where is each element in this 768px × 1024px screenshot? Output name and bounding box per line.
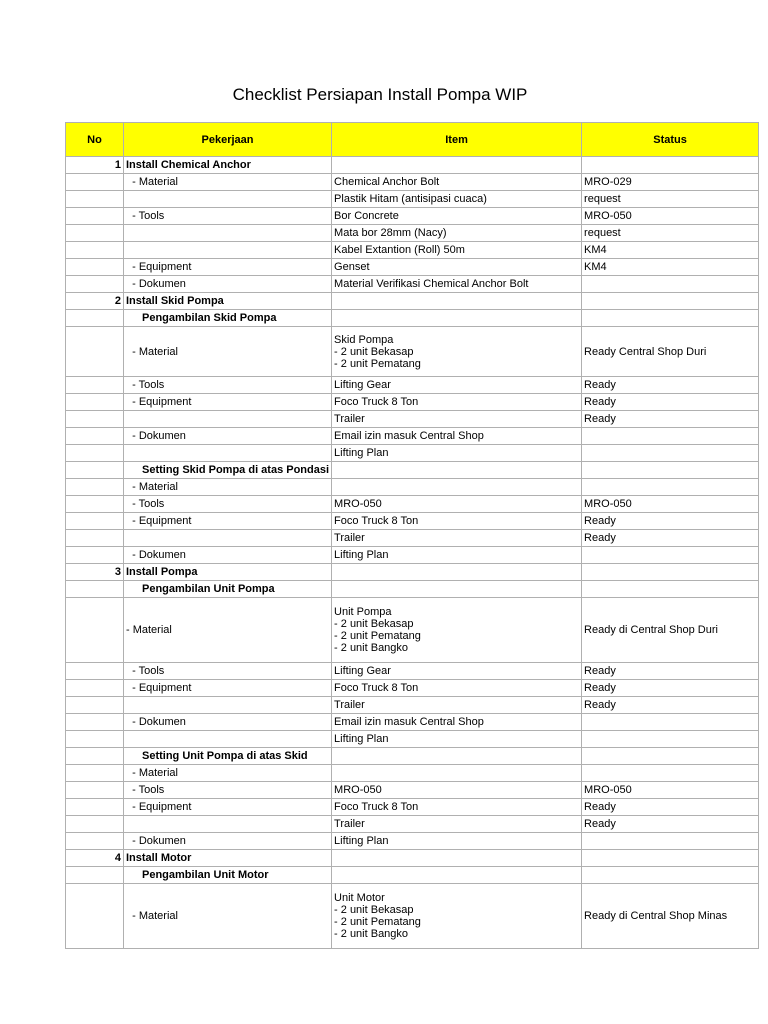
cell-no [66, 816, 124, 833]
cell-pekerjaan [124, 191, 332, 208]
cell-pekerjaan [124, 816, 332, 833]
cell-no [66, 191, 124, 208]
cell-status: KM4 [582, 259, 759, 276]
cell-status: Ready di Central Shop Minas [582, 884, 759, 949]
cell-status [582, 462, 759, 479]
cell-status [582, 157, 759, 174]
table-row [66, 327, 759, 377]
cell-no [66, 833, 124, 850]
table-row [66, 714, 759, 731]
cell-status [582, 276, 759, 293]
cell-pekerjaan: - Material [124, 479, 332, 496]
table-row [66, 598, 759, 663]
table-row [66, 884, 759, 949]
cell-no [66, 445, 124, 462]
cell-no: 4 [66, 850, 124, 867]
cell-status: Ready di Central Shop Duri [582, 598, 759, 663]
cell-status [582, 581, 759, 598]
cell-status [582, 765, 759, 782]
cell-status: MRO-050 [582, 496, 759, 513]
cell-pekerjaan: - Equipment [124, 680, 332, 697]
header-row [66, 123, 759, 157]
cell-no [66, 748, 124, 765]
cell-no [66, 581, 124, 598]
cell-pekerjaan: - Tools [124, 496, 332, 513]
cell-pekerjaan: - Tools [124, 208, 332, 225]
table-row [66, 850, 759, 867]
cell-pekerjaan: - Equipment [124, 513, 332, 530]
cell-item: Lifting Gear [332, 663, 582, 680]
cell-no [66, 496, 124, 513]
cell-status [582, 714, 759, 731]
cell-status: MRO-050 [582, 782, 759, 799]
cell-status: Ready [582, 530, 759, 547]
cell-status: Ready [582, 394, 759, 411]
table-row [66, 697, 759, 714]
table-row [66, 259, 759, 276]
table-row [66, 816, 759, 833]
cell-item [332, 293, 582, 310]
cell-status: KM4 [582, 242, 759, 259]
cell-pekerjaan: - Material [124, 598, 332, 663]
table-row [66, 731, 759, 748]
cell-pekerjaan: Install Skid Pompa [124, 293, 332, 310]
table-row [66, 513, 759, 530]
table-row [66, 547, 759, 564]
cell-item: Plastik Hitam (antisipasi cuaca) [332, 191, 582, 208]
cell-item: Foco Truck 8 Ton [332, 799, 582, 816]
cell-pekerjaan: - Equipment [124, 799, 332, 816]
cell-status: Ready [582, 663, 759, 680]
cell-no [66, 208, 124, 225]
cell-status: request [582, 191, 759, 208]
cell-status [582, 547, 759, 564]
table-row [66, 564, 759, 581]
cell-item: MRO-050 [332, 782, 582, 799]
cell-item: Kabel Extantion (Roll) 50m [332, 242, 582, 259]
cell-no [66, 799, 124, 816]
table-row [66, 411, 759, 428]
cell-no [66, 174, 124, 191]
cell-no [66, 242, 124, 259]
table-row [66, 799, 759, 816]
cell-item: Lifting Plan [332, 547, 582, 564]
cell-pekerjaan: Pengambilan Unit Pompa [124, 581, 332, 598]
cell-status [582, 850, 759, 867]
cell-pekerjaan: Install Chemical Anchor [124, 157, 332, 174]
cell-pekerjaan [124, 225, 332, 242]
cell-status: MRO-029 [582, 174, 759, 191]
cell-pekerjaan: Setting Unit Pompa di atas Skid [124, 748, 332, 765]
cell-item: Chemical Anchor Bolt [332, 174, 582, 191]
cell-status [582, 731, 759, 748]
cell-pekerjaan: - Dokumen [124, 833, 332, 850]
table-row [66, 242, 759, 259]
table-row [66, 225, 759, 242]
table-row [66, 377, 759, 394]
cell-no [66, 680, 124, 697]
cell-item: Trailer [332, 816, 582, 833]
cell-no [66, 530, 124, 547]
cell-status [582, 748, 759, 765]
cell-no [66, 714, 124, 731]
cell-status: Ready [582, 697, 759, 714]
cell-pekerjaan: Pengambilan Skid Pompa [124, 310, 332, 327]
table-row [66, 581, 759, 598]
cell-item [332, 310, 582, 327]
table-row [66, 276, 759, 293]
table-row [66, 765, 759, 782]
cell-no [66, 377, 124, 394]
cell-item [332, 479, 582, 496]
table-row [66, 496, 759, 513]
table-row [66, 479, 759, 496]
cell-status [582, 479, 759, 496]
cell-no [66, 479, 124, 496]
cell-status: request [582, 225, 759, 242]
cell-pekerjaan: Install Pompa [124, 564, 332, 581]
header-pekerjaan: Pekerjaan [124, 123, 332, 157]
cell-item [332, 462, 582, 479]
table-row [66, 310, 759, 327]
cell-no [66, 731, 124, 748]
cell-no [66, 867, 124, 884]
cell-no [66, 598, 124, 663]
cell-pekerjaan: - Material [124, 884, 332, 949]
cell-no [66, 462, 124, 479]
table-row [66, 428, 759, 445]
cell-status [582, 867, 759, 884]
cell-no [66, 884, 124, 949]
table-row [66, 833, 759, 850]
cell-pekerjaan: - Equipment [124, 394, 332, 411]
cell-item: Trailer [332, 411, 582, 428]
cell-no: 3 [66, 564, 124, 581]
cell-no [66, 394, 124, 411]
cell-item [332, 581, 582, 598]
cell-pekerjaan: Install Motor [124, 850, 332, 867]
cell-pekerjaan: - Material [124, 327, 332, 377]
cell-pekerjaan [124, 697, 332, 714]
cell-no [66, 259, 124, 276]
cell-status: Ready [582, 513, 759, 530]
cell-no [66, 765, 124, 782]
table-row [66, 782, 759, 799]
cell-pekerjaan [124, 731, 332, 748]
cell-status: Ready [582, 377, 759, 394]
cell-status [582, 564, 759, 581]
cell-no [66, 663, 124, 680]
cell-item [332, 867, 582, 884]
cell-item [332, 765, 582, 782]
cell-pekerjaan [124, 530, 332, 547]
table-row [66, 445, 759, 462]
cell-item: Unit Pompa - 2 unit Bekasap - 2 unit Pematang - 2 unit Bangko [332, 598, 582, 663]
cell-item [332, 564, 582, 581]
cell-pekerjaan [124, 411, 332, 428]
cell-item: Lifting Plan [332, 731, 582, 748]
cell-status [582, 293, 759, 310]
table-row [66, 530, 759, 547]
cell-no [66, 276, 124, 293]
cell-item [332, 850, 582, 867]
cell-pekerjaan: - Equipment [124, 259, 332, 276]
cell-item: Bor Concrete [332, 208, 582, 225]
cell-item: Foco Truck 8 Ton [332, 680, 582, 697]
cell-pekerjaan: Setting Skid Pompa di atas Pondasi [124, 462, 332, 479]
cell-pekerjaan: - Dokumen [124, 714, 332, 731]
cell-item: Skid Pompa - 2 unit Bekasap - 2 unit Pematang [332, 327, 582, 377]
cell-pekerjaan: - Tools [124, 377, 332, 394]
table-row [66, 157, 759, 174]
table-row [66, 191, 759, 208]
table-row [66, 748, 759, 765]
cell-no [66, 782, 124, 799]
header-item: Item [332, 123, 582, 157]
table-row [66, 462, 759, 479]
cell-no [66, 411, 124, 428]
cell-no [66, 310, 124, 327]
cell-item: Unit Motor - 2 unit Bekasap - 2 unit Pematang - 2 unit Bangko [332, 884, 582, 949]
cell-no [66, 428, 124, 445]
cell-no [66, 225, 124, 242]
cell-status: Ready [582, 816, 759, 833]
cell-status [582, 310, 759, 327]
cell-no [66, 327, 124, 377]
cell-status: Ready [582, 799, 759, 816]
table-row [66, 680, 759, 697]
cell-item: Genset [332, 259, 582, 276]
table-row [66, 293, 759, 310]
cell-item: Lifting Plan [332, 445, 582, 462]
cell-item: Material Verifikasi Chemical Anchor Bolt [332, 276, 582, 293]
cell-pekerjaan: - Dokumen [124, 547, 332, 564]
cell-item: Trailer [332, 697, 582, 714]
cell-pekerjaan [124, 242, 332, 259]
cell-item: Trailer [332, 530, 582, 547]
cell-item: Foco Truck 8 Ton [332, 394, 582, 411]
header-status: Status [582, 123, 759, 157]
cell-item: Email izin masuk Central Shop [332, 714, 582, 731]
cell-status [582, 833, 759, 850]
cell-item [332, 157, 582, 174]
cell-item [332, 748, 582, 765]
cell-pekerjaan: - Tools [124, 782, 332, 799]
cell-pekerjaan: - Material [124, 765, 332, 782]
cell-item: Foco Truck 8 Ton [332, 513, 582, 530]
table-row [66, 208, 759, 225]
cell-status: Ready [582, 411, 759, 428]
cell-pekerjaan: - Tools [124, 663, 332, 680]
cell-no [66, 547, 124, 564]
cell-pekerjaan: Pengambilan Unit Motor [124, 867, 332, 884]
table-row [66, 867, 759, 884]
cell-pekerjaan: - Material [124, 174, 332, 191]
cell-item: Email izin masuk Central Shop [332, 428, 582, 445]
cell-no [66, 513, 124, 530]
cell-pekerjaan: - Dokumen [124, 276, 332, 293]
table-row [66, 394, 759, 411]
header-no: No [66, 123, 124, 157]
table-row [66, 174, 759, 191]
cell-item: MRO-050 [332, 496, 582, 513]
cell-pekerjaan: - Dokumen [124, 428, 332, 445]
cell-item: Lifting Gear [332, 377, 582, 394]
cell-item: Lifting Plan [332, 833, 582, 850]
cell-status [582, 445, 759, 462]
cell-status: MRO-050 [582, 208, 759, 225]
table-row [66, 663, 759, 680]
cell-status [582, 428, 759, 445]
cell-item: Mata bor 28mm (Nacy) [332, 225, 582, 242]
cell-no: 2 [66, 293, 124, 310]
checklist-table [65, 122, 759, 949]
cell-no: 1 [66, 157, 124, 174]
cell-no [66, 697, 124, 714]
cell-status: Ready [582, 680, 759, 697]
page-title: Checklist Persiapan Install Pompa WIP [232, 85, 528, 104]
cell-status: Ready Central Shop Duri [582, 327, 759, 377]
cell-pekerjaan [124, 445, 332, 462]
